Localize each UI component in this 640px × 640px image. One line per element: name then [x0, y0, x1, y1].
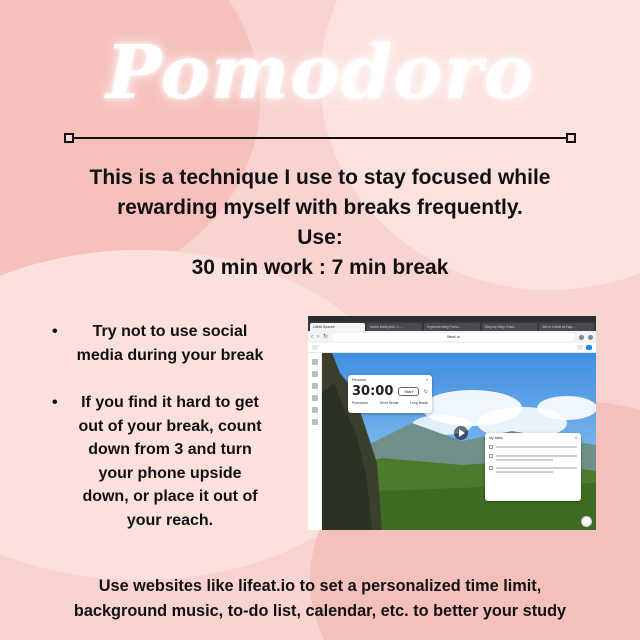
floating-action-button[interactable] [581, 516, 592, 527]
tip-text [68, 320, 272, 367]
tip-item [52, 320, 272, 367]
app-primary-button[interactable] [586, 345, 592, 350]
todo-widget [485, 433, 581, 501]
browser-tab[interactable]: Step-by-Step Guid... [482, 323, 537, 331]
title-divider [64, 133, 576, 143]
todo-header [489, 436, 577, 440]
tip-line: If you find it hard to get [81, 394, 259, 411]
tip-line: your reach. [126, 511, 214, 529]
footer-text [0, 574, 640, 624]
sidebar-icon[interactable] [312, 419, 318, 425]
timer-header [352, 378, 428, 382]
todo-line [496, 459, 553, 461]
browser-url-bar [308, 331, 596, 343]
todo-item[interactable] [489, 444, 577, 449]
todo-text [496, 465, 577, 473]
todo-item[interactable] [489, 465, 577, 473]
tip-line: Try not to use social [92, 323, 248, 340]
todo-line [496, 455, 577, 457]
tip-line: down, or place it out of [82, 488, 258, 505]
todo-checkbox[interactable] [489, 454, 493, 458]
todo-checkbox[interactable] [489, 445, 493, 449]
lifeat-screenshot [308, 316, 596, 530]
browser-tab[interactable]: Job in LifeAt at Hap... [539, 323, 594, 331]
footer-line: background music, to-do list, calendar, etc. to better your study [73, 602, 567, 620]
tip-line: out of your break, count [78, 417, 262, 435]
mode-pomodoro[interactable]: Pomodoro [352, 401, 369, 405]
todo-line [496, 467, 577, 469]
divider-end-square [566, 133, 576, 143]
start-button[interactable]: Start [398, 387, 418, 396]
back-icon[interactable]: ‹ [311, 334, 313, 340]
page-title: Pomodoro [105, 30, 535, 116]
intro-line: Use: [297, 226, 343, 249]
bullet-dot-icon: • [52, 394, 58, 411]
todo-line [496, 471, 553, 473]
sidebar-icon[interactable] [312, 371, 318, 377]
reset-icon[interactable]: ↻ [423, 388, 428, 395]
mode-short-break[interactable]: Short Break [379, 401, 399, 405]
app-sidebar [308, 353, 322, 530]
close-icon[interactable]: × [425, 378, 428, 382]
sidebar-icon[interactable] [312, 383, 318, 389]
browser-tab-bar [308, 321, 596, 331]
tip-text [68, 391, 272, 532]
intro-line: rewarding myself with breaks frequently. [117, 196, 523, 219]
tips-list [52, 320, 272, 532]
timer-title: Personal [352, 378, 366, 382]
timer-modes [352, 401, 428, 405]
todo-line [496, 446, 577, 448]
tip-line: media during your break [76, 346, 264, 364]
app-menu-button[interactable] [312, 345, 318, 350]
tip-item [52, 391, 272, 532]
pomodoro-timer-widget [348, 375, 432, 413]
bullet-dot-icon: • [52, 323, 58, 340]
todo-text [496, 444, 577, 448]
intro-line: 30 min work : 7 min break [191, 256, 449, 279]
reload-icon[interactable]: ↻ [323, 334, 329, 340]
app-top-bar [308, 343, 596, 353]
timer-display: 30:00 [352, 384, 394, 399]
footer-line: Use websites like lifeat.io to set a personalized time limit, [98, 577, 542, 595]
close-icon[interactable]: × [574, 436, 577, 440]
todo-item[interactable] [489, 453, 577, 461]
address-field[interactable]: lifeat.io [332, 333, 575, 341]
tip-line: your phone upside [98, 464, 242, 482]
divider-line [70, 137, 570, 139]
menu-icon[interactable] [588, 335, 593, 340]
tip-line: down from 3 and turn [88, 441, 252, 458]
divider-end-square [64, 133, 74, 143]
browser-tab[interactable]: LifeAt Spaces [310, 323, 365, 331]
browser-tab[interactable]: Implementing Pomo... [424, 323, 479, 331]
intro-line: This is a technique I use to stay focused while [89, 166, 551, 189]
extension-icon[interactable] [579, 335, 584, 340]
intro-text [0, 163, 640, 283]
device-status-bar [308, 316, 596, 321]
mode-long-break[interactable]: Long Break [410, 401, 428, 405]
sidebar-icon[interactable] [312, 359, 318, 365]
app-action-button[interactable] [577, 345, 583, 350]
browser-tab[interactable]: soren kohlt pink / L... [367, 323, 422, 331]
timer-row [352, 384, 428, 399]
todo-text [496, 453, 577, 461]
forward-icon[interactable]: › [317, 334, 319, 340]
sidebar-icon[interactable] [312, 407, 318, 413]
sidebar-icon[interactable] [312, 395, 318, 401]
todo-checkbox[interactable] [489, 466, 493, 470]
todo-title: My tasks [489, 436, 503, 440]
